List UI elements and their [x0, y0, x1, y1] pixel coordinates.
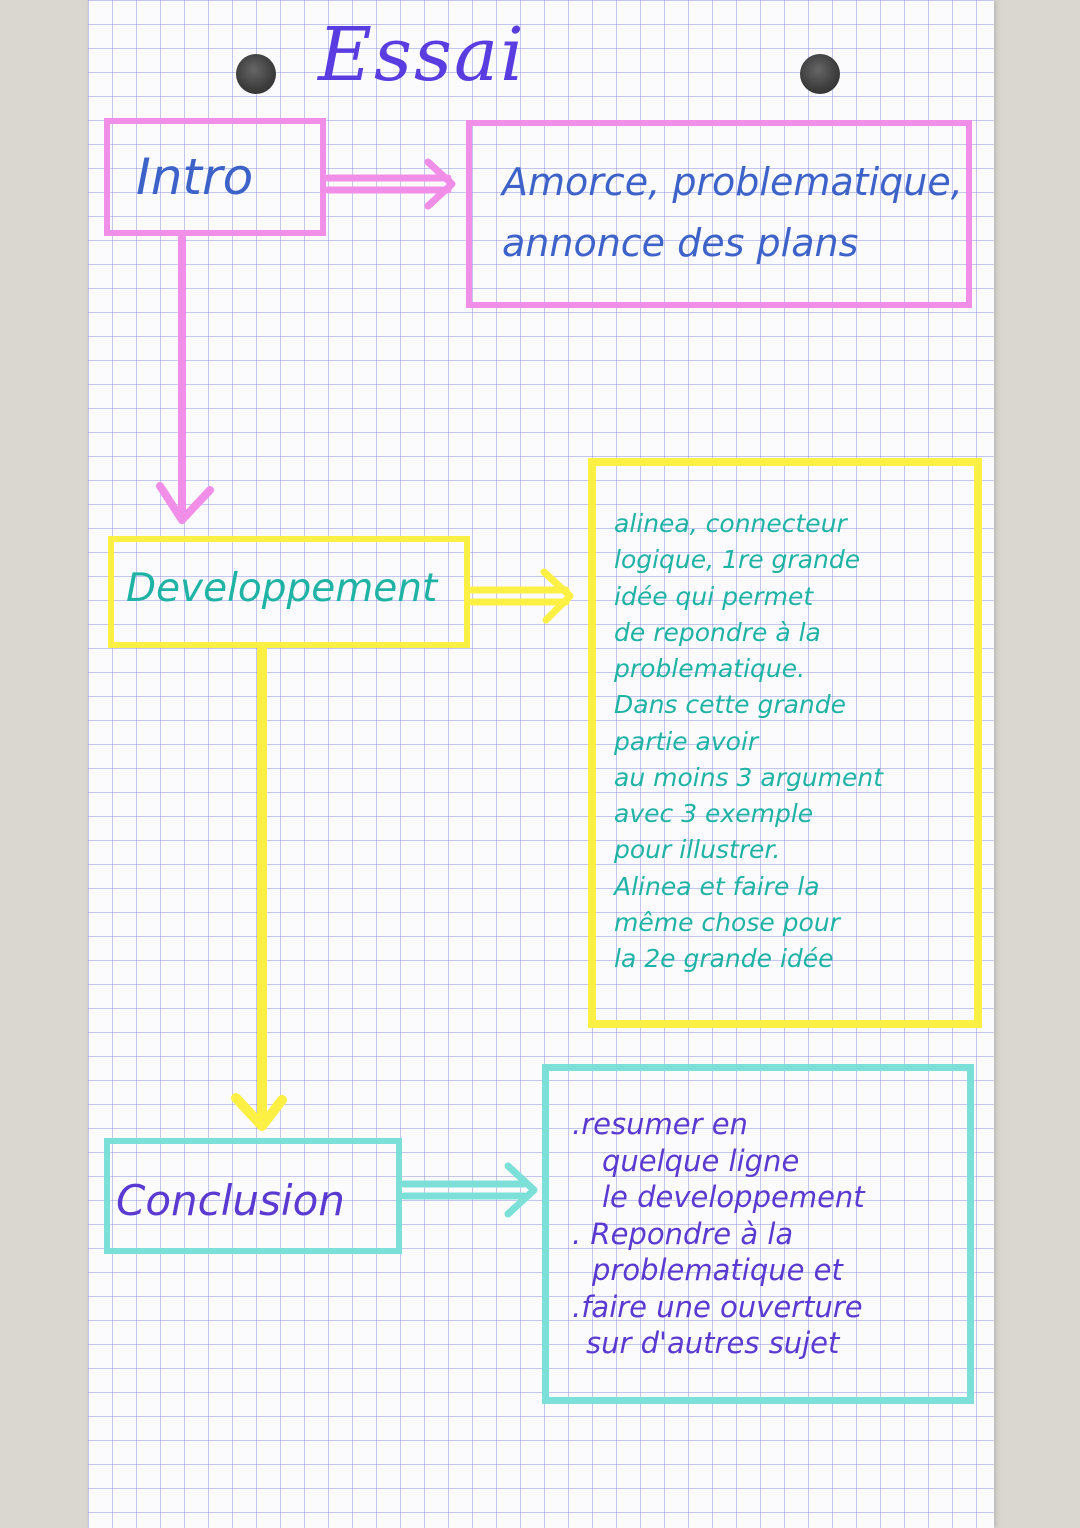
development-description-line: idée qui permet — [614, 581, 814, 611]
conclusion-description-line: sur d'autres sujet — [586, 1326, 840, 1361]
development-description-line: avec 3 exemple — [614, 799, 814, 828]
conclusion-description-line: .faire une ouverture — [572, 1289, 863, 1324]
conclusion-description-line: . Repondre à la — [572, 1216, 794, 1251]
development-description-line: partie avoir — [614, 726, 759, 756]
development-description-line: pour illustrer. — [614, 835, 781, 865]
intro-description-line: Amorce, problematique, — [502, 160, 963, 204]
conclusion-description-line: problematique et — [592, 1253, 843, 1288]
development-label: Developpement — [126, 566, 438, 611]
arrow-development-to-description — [472, 572, 570, 620]
conclusion-description-line: le developpement — [602, 1180, 865, 1215]
intro-label: Intro — [136, 148, 254, 206]
development-description-line: au moins 3 argument — [614, 762, 884, 792]
development-description-line: de repondre à la — [614, 617, 821, 647]
development-description-line: logique, 1re grande — [614, 545, 861, 575]
intro-description-line: annonce des plans — [502, 220, 859, 265]
page-title: Essai — [318, 12, 526, 98]
development-description-line: problematique. — [614, 654, 806, 683]
development-description-line: alinea, connecteur — [614, 509, 847, 538]
arrow-intro-to-description — [328, 162, 452, 206]
development-description-line: même chose pour — [614, 907, 840, 937]
conclusion-description-line: .resumer en — [572, 1107, 748, 1141]
arrow-conclusion-to-description — [404, 1166, 534, 1214]
arrow-intro-to-development — [160, 238, 210, 520]
arrow-development-to-conclusion — [236, 650, 282, 1126]
development-description-line: Dans cette grande — [614, 690, 847, 720]
development-description-line: Alinea et faire la — [614, 871, 820, 901]
development-description-line: la 2e grande idée — [614, 944, 834, 973]
conclusion-description-line: quelque ligne — [602, 1143, 800, 1178]
conclusion-label: Conclusion — [116, 1176, 345, 1225]
